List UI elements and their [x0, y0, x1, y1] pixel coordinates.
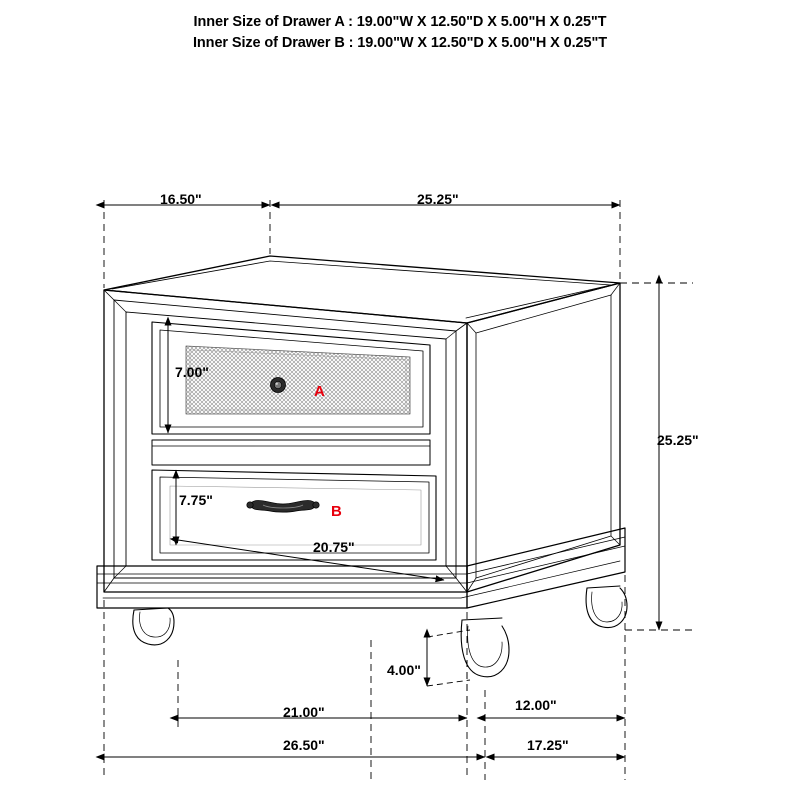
drawer-a-inner-size-text: Inner Size of Drawer A : 19.00"W X 12.50"D X 5.00"H X 0.25"T	[193, 14, 607, 30]
dim-base-21-label: 21.00"	[283, 704, 325, 720]
dim-base-1725-label: 17.25"	[527, 737, 569, 753]
dim-top-right-label: 25.25"	[417, 191, 459, 207]
dim-leg-height-label: 4.00"	[387, 662, 421, 678]
dim-base-2650-label: 26.50"	[283, 737, 325, 753]
callout-drawer-a: A	[314, 383, 325, 400]
drawer-b-inner-size-text: Inner Size of Drawer B : 19.00"W X 12.50"D X 5.00"H X 0.25"T	[193, 35, 607, 51]
callout-drawer-b: B	[331, 503, 342, 520]
dim-top-left-label: 16.50"	[160, 191, 202, 207]
drawer-b-handle	[247, 500, 319, 512]
dim-base-12-label: 12.00"	[515, 697, 557, 713]
dim-right-height-label: 25.25"	[657, 432, 699, 448]
dim-drawer-a-height-label: 7.00"	[175, 364, 209, 380]
dim-drawer-b-width-label: 20.75"	[313, 539, 355, 555]
dim-drawer-b-height-label: 7.75"	[179, 492, 213, 508]
drawer-a-knob	[271, 378, 286, 393]
